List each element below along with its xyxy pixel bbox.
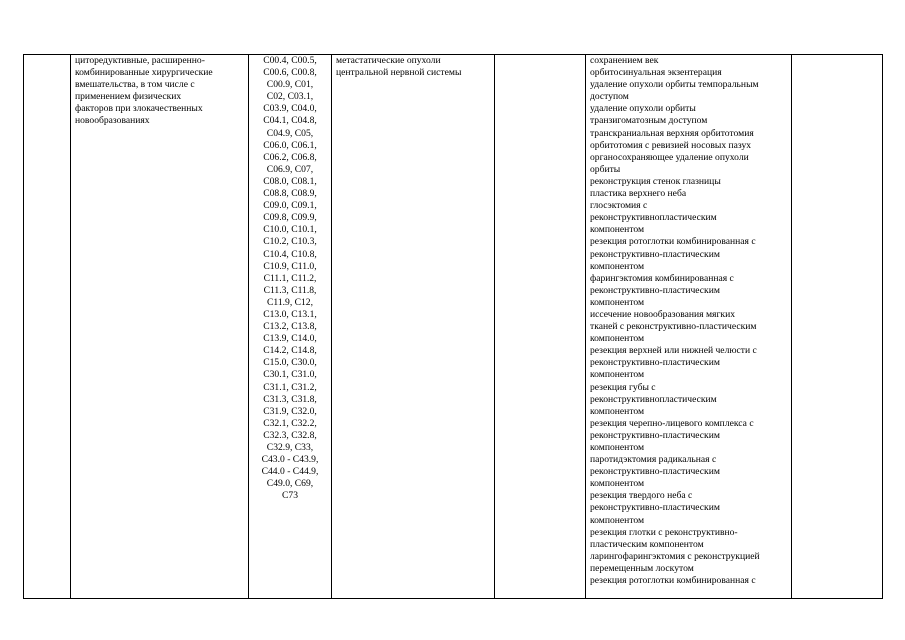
text-line: C44.0 - C44.9, [261, 466, 319, 478]
patient-model-text [336, 55, 494, 79]
text-line: C32.3, C32.8, [263, 429, 317, 441]
text-line: пластика верхнего неба [590, 188, 687, 200]
text-line: реконструктивнопластическим [590, 212, 717, 224]
text-line: C43.0 - C43.9, [261, 454, 319, 466]
text-line: орбитотомия с ревизией носовых пазух [590, 139, 752, 151]
text-line: фарингэктомия комбинированная с [590, 272, 734, 284]
text-line: C00.6, C00.8, [263, 67, 317, 79]
text-line: компонентом [590, 260, 645, 272]
text-line: ларингофарингэктомия с реконструкцией [590, 550, 760, 562]
text-line: транзигоматозным доступом [590, 115, 708, 127]
text-line: C08.0, C08.1, [263, 175, 317, 187]
text-line: резекция твердого неба с [590, 490, 693, 502]
icd-codes-cell [249, 55, 332, 599]
text-line: факторов при злокачественных [75, 103, 203, 115]
text-line: C31.3, C31.8, [263, 393, 317, 405]
text-line: резекция губы с [590, 381, 656, 393]
text-line: реконструктивно-пластическим [590, 466, 720, 478]
text-line: компонентом [590, 478, 645, 490]
text-line: компонентом [590, 369, 645, 381]
text-line: C03.9, C04.0, [263, 103, 317, 115]
text-line: C11.9, C12, [266, 296, 314, 308]
text-line: орбиты [590, 163, 621, 175]
text-line: C10.2, C10.3, [263, 236, 317, 248]
treatment-type-cell [495, 55, 586, 599]
text-line: сохранением век [590, 55, 659, 66]
text-line: паротидэктомия радикальная с [590, 454, 717, 466]
text-line: C02, C03.1, [266, 91, 314, 103]
row-number-cell [24, 55, 71, 599]
table-row [24, 55, 883, 599]
text-line: C10.4, C10.8, [263, 248, 317, 260]
text-line: реконструктивно-пластическим [590, 248, 720, 260]
text-line: центральной нервной системы [336, 67, 462, 79]
text-line: иссечение новообразования мягких [590, 308, 736, 320]
icd-codes-text [249, 55, 331, 502]
text-line: C32.1, C32.2, [263, 417, 317, 429]
text-line: орбитосинуальная экзентерация [590, 67, 722, 79]
text-line: тканей с реконструктивно-пластическим [590, 321, 757, 333]
text-line: метастатические опухоли [336, 55, 441, 66]
procedure-group-cell [71, 55, 249, 599]
text-line: C00.9, C01, [266, 79, 314, 91]
treatment-methods-text [590, 55, 791, 587]
text-line: C30.1, C31.0, [263, 369, 317, 381]
text-line: резекция ротоглотки комбинированная с [590, 236, 756, 248]
text-line: C31.1, C31.2, [263, 381, 317, 393]
text-line: компонентом [590, 514, 645, 526]
text-line: реконструктивно-пластическим [590, 357, 720, 369]
text-line: C15.0, C30.0, [263, 357, 317, 369]
text-line: реконструктивнопластическим [590, 393, 717, 405]
text-line: реконструкция стенок глазницы [590, 175, 721, 187]
text-line: C09.8, C09.9, [263, 212, 317, 224]
text-line: реконструктивно-пластическим [590, 284, 720, 296]
text-line: компонентом [590, 333, 645, 345]
text-line: C14.2, C14.8, [263, 345, 317, 357]
text-line: C00.4, C00.5, [263, 55, 317, 66]
text-line: реконструктивно-пластическим [590, 502, 720, 514]
text-line: резекция ротоглотки комбинированная с [590, 575, 756, 587]
text-line: C06.9, C07, [266, 163, 314, 175]
text-line: комбинированные хирургические [75, 67, 213, 79]
medical-care-table [23, 54, 883, 599]
text-line: глосэктомия с [590, 200, 648, 212]
text-line: C32.9, C33, [266, 442, 314, 453]
text-line: C08.8, C08.9, [263, 188, 317, 200]
text-line: C49.0, C69, [266, 478, 314, 490]
text-line: удаление опухоли орбиты темпоральным [590, 79, 759, 91]
text-line: C06.0, C06.1, [263, 139, 317, 151]
text-line: C09.0, C09.1, [263, 200, 317, 212]
text-line: C13.0, C13.1, [263, 308, 317, 320]
text-line: удаление опухоли орбиты [590, 103, 696, 115]
patient-model-cell [332, 55, 495, 599]
text-line: C10.0, C10.1, [263, 224, 317, 236]
text-line: циторедуктивные, расширенно- [75, 55, 205, 66]
treatment-methods-cell [586, 55, 792, 599]
text-line: C06.2, C06.8, [263, 151, 317, 163]
text-line: C13.2, C13.8, [263, 321, 317, 333]
text-line: применением физических [75, 91, 182, 103]
text-line: реконструктивно-пластическим [590, 429, 720, 441]
procedure-group-text [75, 55, 248, 128]
text-line: органосохраняющее удаление опухоли [590, 151, 749, 163]
text-line: компонентом [590, 224, 645, 236]
text-line: компонентом [590, 296, 645, 308]
text-line: вмешательства, в том числе с [75, 79, 195, 91]
text-line: C11.1, C11.2, [263, 272, 317, 284]
text-line: C11.3, C11.8, [263, 284, 317, 296]
text-line: перемещенным лоскутом [590, 562, 694, 574]
text-line: C04.1, C04.8, [263, 115, 317, 127]
text-line: C13.9, C14.0, [263, 333, 317, 345]
text-line: новообразованиях [75, 115, 150, 127]
cost-cell [792, 55, 883, 599]
text-line: C31.9, C32.0, [263, 405, 317, 417]
text-line: компонентом [590, 442, 645, 453]
text-line: резекция черепно-лицевого комплекса с [590, 417, 754, 429]
text-line: резекция глотки с реконструктивно- [590, 526, 738, 538]
text-line: компонентом [590, 405, 645, 417]
text-line: резекция верхней или нижней челюсти с [590, 345, 757, 357]
text-line: доступом [590, 91, 629, 103]
text-line: пластическим компонентом [590, 538, 704, 550]
text-line: C04.9, C05, [266, 127, 314, 139]
text-line: C73 [282, 490, 298, 502]
text-line: C10.9, C11.0, [263, 260, 317, 272]
text-line: транскраниальная верхняя орбитотомия [590, 127, 754, 139]
